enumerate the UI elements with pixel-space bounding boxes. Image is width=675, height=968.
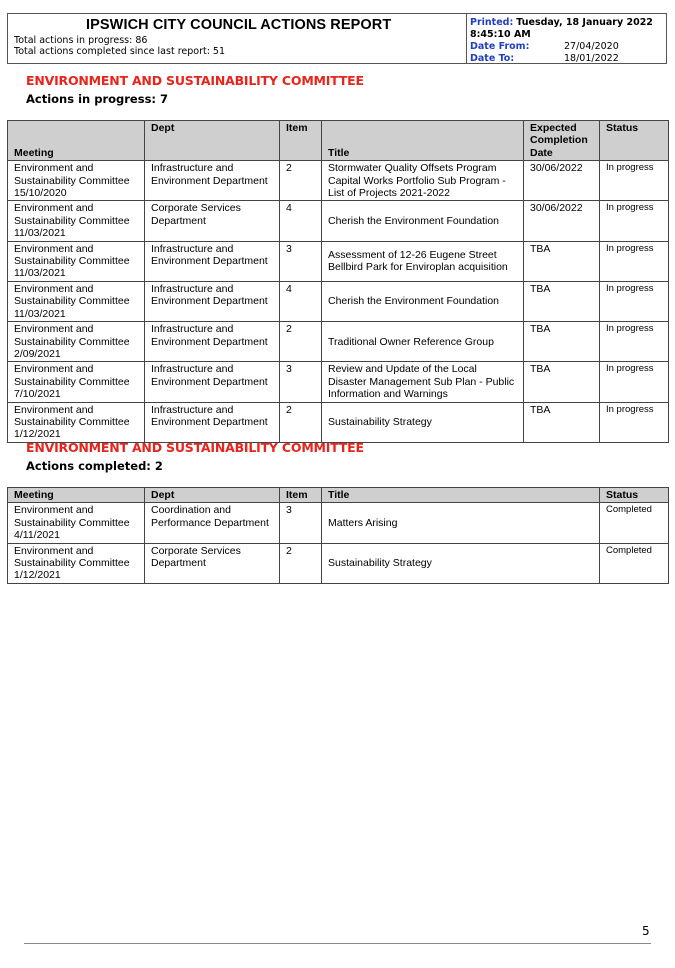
- cell-status: In progress: [600, 281, 669, 321]
- total-in-progress: Total actions in progress: 86: [14, 35, 148, 46]
- cell-item: 2: [280, 322, 322, 362]
- cell-dept: Infrastructure and Environment Department: [145, 281, 280, 321]
- cell-date: 30/06/2022: [524, 201, 600, 241]
- cell-date: TBA: [524, 241, 600, 281]
- section-title-in-progress: ENVIRONMENT AND SUSTAINABILITY COMMITTEE: [26, 73, 364, 88]
- section-subtitle-completed: Actions completed: 2: [26, 459, 163, 473]
- cell-item: 2: [280, 402, 322, 442]
- cell-dept: Corporate Services Department: [145, 201, 280, 241]
- col-meeting: Meeting: [8, 121, 145, 161]
- printed-time: 8:45:10 AM: [470, 29, 531, 40]
- cell-dept: Corporate Services Department: [145, 543, 280, 583]
- table-row: [8, 543, 669, 583]
- printed-line: [470, 17, 653, 28]
- col-title: Title: [322, 121, 524, 161]
- printed-value: Tuesday, 18 January 2022: [516, 17, 653, 28]
- cell-dept: Infrastructure and Environment Department: [145, 322, 280, 362]
- section-title-completed: ENVIRONMENT AND SUSTAINABILITY COMMITTEE: [26, 440, 364, 455]
- report-header: [7, 13, 667, 64]
- table-row: [8, 322, 669, 362]
- total-completed: Total actions completed since last report: 51: [14, 46, 226, 57]
- table-row: [8, 362, 669, 402]
- cell-item: 4: [280, 281, 322, 321]
- completed-table: [7, 487, 669, 584]
- page-number: 5: [642, 924, 650, 938]
- cell-status: In progress: [600, 241, 669, 281]
- date-to-value: 18/01/2022: [564, 53, 619, 64]
- col-title: Title: [322, 488, 600, 503]
- cell-title: Cherish the Environment Foundation: [322, 281, 524, 321]
- cell-item: 2: [280, 161, 322, 201]
- cell-status: In progress: [600, 322, 669, 362]
- cell-meeting: Environment and Sustainability Committee 1/12/2021: [8, 402, 145, 442]
- cell-title: Review and Update of the Local Disaster Management Sub Plan - Public Information and Warnings: [322, 362, 524, 402]
- col-dept: Dept: [145, 488, 280, 503]
- date-from-value: 27/04/2020: [564, 41, 619, 52]
- cell-date: TBA: [524, 362, 600, 402]
- cell-title: Sustainability Strategy: [322, 402, 524, 442]
- cell-date: TBA: [524, 322, 600, 362]
- cell-meeting: Environment and Sustainability Committee 11/03/2021: [8, 281, 145, 321]
- cell-meeting: Environment and Sustainability Committee 11/03/2021: [8, 241, 145, 281]
- cell-meeting: Environment and Sustainability Committee 2/09/2021: [8, 322, 145, 362]
- table-row: [8, 281, 669, 321]
- table-row: [8, 241, 669, 281]
- printed-label: Printed:: [470, 17, 514, 28]
- table-row: [8, 503, 669, 543]
- cell-date: TBA: [524, 281, 600, 321]
- col-dept: Dept: [145, 121, 280, 161]
- cell-dept: Coordination and Performance Department: [145, 503, 280, 543]
- cell-item: 3: [280, 362, 322, 402]
- cell-item: 2: [280, 543, 322, 583]
- table-row: [8, 402, 669, 442]
- col-status: Status: [600, 121, 669, 161]
- cell-title: Traditional Owner Reference Group: [322, 322, 524, 362]
- date-from-label: Date From:: [470, 41, 530, 52]
- cell-status: In progress: [600, 201, 669, 241]
- cell-meeting: Environment and Sustainability Committee 1/12/2021: [8, 543, 145, 583]
- cell-meeting: Environment and Sustainability Committee 11/03/2021: [8, 201, 145, 241]
- table-row: [8, 161, 669, 201]
- cell-dept: Infrastructure and Environment Department: [145, 362, 280, 402]
- cell-dept: Infrastructure and Environment Department: [145, 402, 280, 442]
- cell-dept: Infrastructure and Environment Department: [145, 161, 280, 201]
- table-header-row: [8, 121, 669, 161]
- cell-item: 4: [280, 201, 322, 241]
- cell-status: In progress: [600, 402, 669, 442]
- report-title: IPSWICH CITY COUNCIL ACTIONS REPORT: [86, 17, 392, 33]
- table-header-row: [8, 488, 669, 503]
- cell-meeting: Environment and Sustainability Committee 4/11/2021: [8, 503, 145, 543]
- date-to-label: Date To:: [470, 53, 515, 64]
- table-row: [8, 201, 669, 241]
- in-progress-table: [7, 120, 669, 443]
- cell-status: Completed: [600, 543, 669, 583]
- cell-status: In progress: [600, 161, 669, 201]
- cell-dept: Infrastructure and Environment Department: [145, 241, 280, 281]
- cell-status: In progress: [600, 362, 669, 402]
- col-item: Item: [280, 488, 322, 503]
- cell-meeting: Environment and Sustainability Committee 15/10/2020: [8, 161, 145, 201]
- section-subtitle-in-progress: Actions in progress: 7: [26, 92, 169, 106]
- col-item: Item: [280, 121, 322, 161]
- footer-rule: [24, 943, 651, 944]
- cell-title: Stormwater Quality Offsets Program Capital Works Portfolio Sub Program - List of Projects 2021-2022: [322, 161, 524, 201]
- cell-title: Cherish the Environment Foundation: [322, 201, 524, 241]
- header-divider: [466, 14, 467, 63]
- cell-title: Matters Arising: [322, 503, 600, 543]
- cell-title: Assessment of 12-26 Eugene Street Bellbird Park for Enviroplan acquisition: [322, 241, 524, 281]
- cell-title: Sustainability Strategy: [322, 543, 600, 583]
- col-expected-date: Expected Completion Date: [524, 121, 600, 161]
- cell-status: Completed: [600, 503, 669, 543]
- cell-meeting: Environment and Sustainability Committee 7/10/2021: [8, 362, 145, 402]
- col-meeting: Meeting: [8, 488, 145, 503]
- col-status: Status: [600, 488, 669, 503]
- cell-item: 3: [280, 503, 322, 543]
- cell-item: 3: [280, 241, 322, 281]
- cell-date: TBA: [524, 402, 600, 442]
- cell-date: 30/06/2022: [524, 161, 600, 201]
